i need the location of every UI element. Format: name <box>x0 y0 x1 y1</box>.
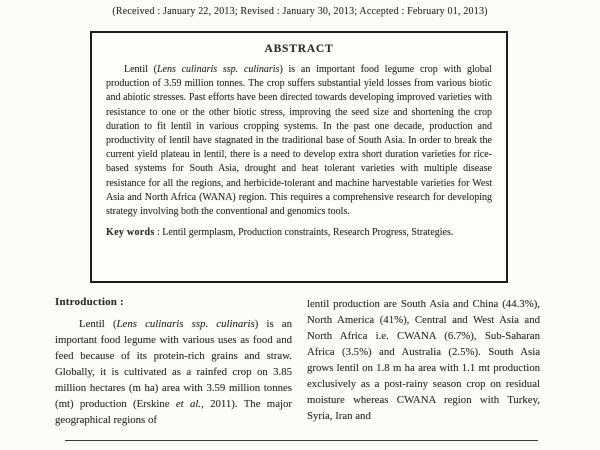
keywords-label: Key words <box>106 227 155 239</box>
abstract-species-name-italic: Lens culinaris ssp. culinaris <box>156 64 280 75</box>
keywords-text: : Lentil germplasm, Production constraints, Research Progress, Strategies. <box>154 227 454 239</box>
abstract-text-pre: Lentil ( <box>124 64 157 75</box>
received-revised-accepted-line: (Received : January 22, 2013; Revised : January 30, 2013; Accepted : February 01, 2013) <box>112 6 488 17</box>
introduction-paragraph-right: lentil production are South Asia and China (44.3%), North America (41%), Central and West Asia and North Africa i.e. CWANA (6.7%), Sub-Saharan Africa (3.5%) and Australia (2.5%). South Asia grows lentil on 1.8 m ha area with 1.1 mt production exclusively as a post-rainy season crop on residual moisture whereas CWANA region with Turkey, Syria, Iran and <box>307 298 540 422</box>
footnote-divider-rule <box>65 440 538 441</box>
abstract-paragraph <box>106 63 492 219</box>
intro-text-mid: ) is an important food legume with various uses as food and feed because of its protein-rich grains and straw. Globally, it is cultivated as a rainfed crop on 3.85 million hectares (m ha) area with 3.59 million tonnes (mt) production (Erskine <box>55 318 293 410</box>
introduction-heading: Introduction : <box>55 296 124 308</box>
abstract-title: ABSTRACT <box>264 43 334 55</box>
body-columns <box>55 296 540 428</box>
intro-et-al-italic: et al. <box>175 398 202 410</box>
intro-text-pre: Lentil ( <box>79 318 117 330</box>
intro-text-post: , 2011). The major geographical regions of <box>55 398 292 426</box>
intro-species-name-italic: Lens culinaris ssp. culinaris <box>116 318 255 330</box>
abstract-box <box>90 31 508 283</box>
abstract-text-post: ) is an important food legume crop with global production of 3.59 million tonnes. The crop suffers substantial yield losses from various biotic and abiotic stresses. Past efforts have been directed towards developing improved varieties with resistance to one or the other biotic stress, improving the seed size and shortening the crop duration to fit lentil in various cropping systems. In the past one decade, production and productivity of lentil have stagnated in the traditional base of South Asia. In order to break the current yield plateau in lentil, there is a need to develop extra short duration varieties for rice-based systems for South Asia, drought and heat tolerant varieties with multiple disease resistance for all the regions, and herbicide-tolerant and machine harvestable varieties for West Asia and North Africa (WANA) region. This requires a comprehensive research for developing strategy involving both the conventional and genomics tools. <box>106 64 492 218</box>
left-column <box>55 296 292 428</box>
right-column <box>307 296 540 428</box>
keywords-line <box>106 226 492 240</box>
introduction-paragraph-left <box>55 316 292 428</box>
